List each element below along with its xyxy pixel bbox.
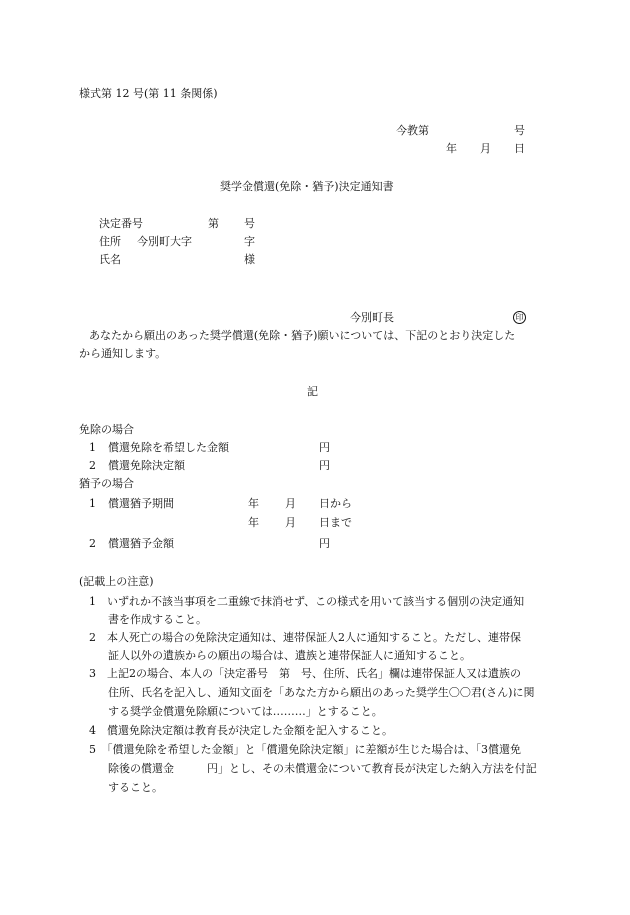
exemption-item1-unit: 円 — [319, 441, 330, 454]
deferral-item2-unit: 円 — [319, 537, 330, 550]
name-sama: 様 — [244, 253, 255, 266]
deferral-item1-label: 償還猶予期間 — [108, 497, 174, 510]
date-day: 日 — [514, 142, 525, 155]
decision-number-label: 決定番号 — [99, 217, 143, 230]
exemption-item1-num: 1 — [89, 441, 96, 454]
deferral-from-day: 日から — [319, 497, 352, 510]
note-4-line-1: 4 償還免除決定額は教育長が決定した金額を記入すること。 — [89, 724, 393, 737]
notes-heading: (記載上の注意) — [79, 575, 154, 588]
exemption-heading: 免除の場合 — [79, 423, 134, 436]
note-5-line-1: 5 「償還免除を希望した金額」と「償還免除決定額」に差額が生じた場合は、「3償還免 — [89, 743, 521, 756]
exemption-item2-unit: 円 — [319, 459, 330, 472]
decision-number-go: 号 — [244, 217, 255, 230]
exemption-item1-label: 償還免除を希望した金額 — [108, 441, 229, 454]
note-5-line-3: すること。 — [108, 781, 163, 794]
deferral-item2-num: 2 — [89, 537, 96, 550]
decision-number-dai: 第 — [208, 217, 219, 230]
note-1-line-2: 書を作成すること。 — [108, 613, 207, 626]
deferral-heading: 猶予の場合 — [79, 477, 134, 490]
issuer-mayor: 今別町長 — [350, 311, 394, 324]
address-label: 住所 — [99, 235, 121, 248]
note-5-line-2: 除後の償還金 円」とし、その未償還金について教育長が決定した納入方法を付記 — [108, 762, 537, 775]
note-2-line-2: 証人以外の遺族からの願出の場合は、遺族と連帯保証人に通知すること。 — [108, 649, 471, 662]
doc-number-prefix: 今教第 — [396, 124, 429, 137]
doc-number-suffix: 号 — [514, 124, 525, 137]
exemption-item2-label: 償還免除決定額 — [108, 459, 185, 472]
note-3-line-2: 住所、氏名を記入し、通知文面を「あなた方から願出のあった奨学生〇〇君(さん)に関 — [108, 686, 535, 699]
address-aza: 字 — [244, 235, 255, 248]
note-1-line-1: 1 いずれか不該当事項を二重線で抹消せず、この様式を用いて該当する個別の決定通知 — [89, 595, 525, 608]
document-title: 奨学金償還(免除・猶予)決定通知書 — [220, 180, 394, 193]
note-3-line-3: する奨学金償還免除願については………」とすること。 — [108, 705, 383, 718]
body-line-1: あなたから願出のあった奨学償還(免除・猶予)願いについては、下記のとおり決定した — [89, 329, 516, 342]
exemption-item2-num: 2 — [89, 459, 96, 472]
deferral-item2-label: 償還猶予金額 — [108, 537, 174, 550]
name-label: 氏名 — [99, 253, 121, 266]
deferral-to-month: 月 — [285, 516, 296, 529]
body-line-2: から通知します。 — [79, 347, 167, 360]
deferral-to-day: 日まで — [319, 516, 352, 529]
note-3-line-1: 3 上記2の場合、本人の「決定番号 第 号、住所、氏名」欄は連帯保証人又は遺族の — [89, 667, 521, 680]
ki-label: 記 — [307, 385, 318, 398]
date-month: 月 — [480, 142, 491, 155]
address-value: 今別町大字 — [137, 235, 192, 248]
deferral-to-year: 年 — [248, 516, 259, 529]
deferral-from-year: 年 — [248, 497, 259, 510]
form-number: 様式第 12 号(第 11 条関係) — [79, 87, 218, 100]
seal-mark — [513, 311, 526, 324]
deferral-from-month: 月 — [285, 497, 296, 510]
date-year: 年 — [446, 142, 457, 155]
seal-icon: 印 — [513, 311, 526, 324]
deferral-item1-num: 1 — [89, 497, 96, 510]
note-2-line-1: 2 本人死亡の場合の免除決定通知は、連帯保証人2人に通知すること。ただし、連帯保 — [89, 631, 521, 644]
